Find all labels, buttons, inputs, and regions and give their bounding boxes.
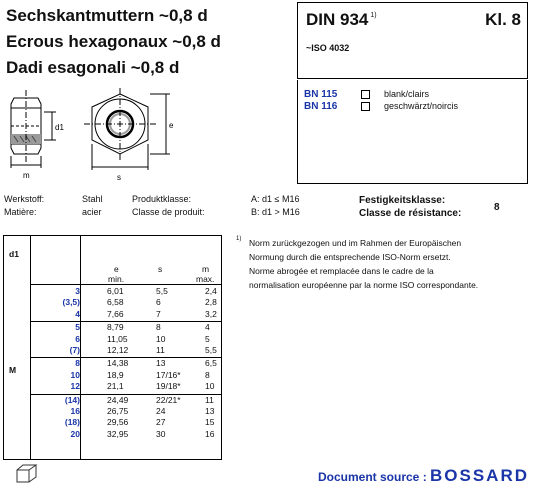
hex-nut-drawing xyxy=(0,88,200,183)
footnote-mark: 1) xyxy=(236,236,242,242)
group-divider xyxy=(30,321,221,322)
strength-value: 8 xyxy=(494,202,500,213)
nut-side-view-icon xyxy=(11,90,56,168)
bossard-logo: BOSSARD xyxy=(430,466,530,485)
nut-top-view-icon xyxy=(84,88,170,170)
table-cell: 2,4 xyxy=(205,286,217,296)
table-cell: 13 xyxy=(205,406,215,416)
column-subheader-m: max. xyxy=(196,274,215,284)
dim-s-label: s xyxy=(117,173,121,182)
table-cell: 15 xyxy=(205,417,215,428)
strength-label-de: Festigkeitsklasse: xyxy=(359,195,446,206)
dim-d1-label: d1 xyxy=(55,123,64,132)
footnote-line: Norme abrogée et remplacée dans le cadre de la xyxy=(249,266,434,276)
checkbox-icon xyxy=(361,102,370,111)
strength-label-fr: Classe de résistance: xyxy=(359,208,462,219)
footnote-line: Normung durch die entsprechende ISO-Norm ersetzt. xyxy=(249,252,451,262)
strength-class-label: Kl. 8 xyxy=(485,10,521,29)
thread-size-cell: 4 xyxy=(75,308,80,319)
table-cell: 18,9 xyxy=(107,369,124,380)
table-cell: 6 xyxy=(156,297,161,308)
table-cell: 2,8 xyxy=(205,297,217,308)
table-cell: 11 xyxy=(205,394,214,405)
thread-size-cell: 12 xyxy=(70,381,80,392)
material-label-fr: Matière: xyxy=(4,207,37,217)
title-it: Dadi esagonali ~0,8 d xyxy=(6,58,180,77)
table-cell: 13 xyxy=(156,358,166,369)
material-value-de: Stahl xyxy=(82,194,103,204)
column-header-m: m xyxy=(202,264,210,274)
title-de: Sechskantmuttern ~0,8 d xyxy=(6,6,208,25)
material-value-fr: acier xyxy=(82,207,102,217)
column-subheader-e: min. xyxy=(108,274,125,284)
din-footnote-mark: 1) xyxy=(370,12,377,19)
iso-equivalent: ~ISO 4032 xyxy=(306,43,350,53)
product-class-label-fr: Classe de produit: xyxy=(132,207,205,217)
standard-box xyxy=(297,2,528,79)
table-cell: 6,58 xyxy=(107,297,124,308)
thread-size-cell: 20 xyxy=(70,428,80,439)
thread-size-cell: 8 xyxy=(75,358,80,369)
table-cell: 21,1 xyxy=(107,381,124,392)
d1-column-header: d1 xyxy=(9,249,19,259)
product-class-a: A: d1 ≤ M16 xyxy=(251,194,300,204)
table-cell: 5,5 xyxy=(156,286,168,296)
din-number: DIN 934 $^{1)}$ xyxy=(306,10,377,29)
column-header-e: e xyxy=(114,264,119,274)
table-cell: 10 xyxy=(205,381,215,392)
table-cell: 32,95 xyxy=(107,428,129,439)
package-icon xyxy=(14,462,44,484)
finish-box xyxy=(297,80,528,184)
table-cell: 8 xyxy=(205,369,210,380)
table-cell: 27 xyxy=(156,417,166,428)
table-cell: 11 xyxy=(156,345,165,355)
table-cell: 6,5 xyxy=(205,358,217,369)
thread-size-cell: 5 xyxy=(75,322,80,333)
table-cell: 4 xyxy=(205,322,210,333)
column-header-s: s xyxy=(158,264,163,274)
table-cell: 7 xyxy=(156,308,161,319)
table-cell: 8 xyxy=(156,322,161,333)
product-class-b: B: d1 > M16 xyxy=(251,207,300,217)
table-cell: 24,49 xyxy=(107,394,129,405)
title-fr: Ecrous hexagonaux ~0,8 d xyxy=(6,32,221,51)
bn-115-finish: blank/clairs xyxy=(384,89,430,99)
metric-prefix: M xyxy=(9,365,17,375)
thread-size-cell: 6 xyxy=(75,333,80,344)
document-source-label: Document source : xyxy=(318,470,427,484)
table-cell: 6,01 xyxy=(107,286,124,296)
thread-size-cell: (3,5) xyxy=(62,297,80,308)
table-cell: 30 xyxy=(156,428,166,439)
footnote-line: Norm zurückgezogen und im Rahmen der Europäischen xyxy=(249,238,462,248)
table-cell: 16 xyxy=(205,428,215,439)
product-class-label-de: Produktklasse: xyxy=(132,194,192,204)
table-cell: 26,75 xyxy=(107,406,129,416)
bn-116-code: BN 116 xyxy=(304,101,338,112)
table-cell: 10 xyxy=(156,333,166,344)
table-cell: 22/21* xyxy=(156,394,181,405)
dim-m-label: m xyxy=(23,171,30,180)
material-label-de: Werkstoff: xyxy=(4,194,45,204)
table-cell: 24 xyxy=(156,406,166,416)
thread-size-cell: 10 xyxy=(70,369,80,380)
table-cell: 29,56 xyxy=(107,417,129,428)
thread-size-cell: (7) xyxy=(69,345,80,355)
table-cell: 14,38 xyxy=(107,358,129,369)
table-cell: 3,2 xyxy=(205,308,217,319)
dimension-table xyxy=(3,235,222,460)
table-cell: 5,5 xyxy=(205,345,217,355)
table-cell: 11,05 xyxy=(107,333,128,344)
table-cell: 17/16* xyxy=(156,369,181,380)
table-cell: 5 xyxy=(205,333,210,344)
bn-116-finish: geschwärzt/noircis xyxy=(384,101,459,111)
table-cell: 12,12 xyxy=(107,345,129,355)
thread-size-cell: (14) xyxy=(64,394,80,405)
checkbox-icon xyxy=(361,90,370,99)
thread-size-cell: (18) xyxy=(64,417,80,428)
table-cell: 7,66 xyxy=(107,308,124,319)
bn-115-code: BN 115 xyxy=(304,89,338,100)
thread-size-cell: 3 xyxy=(75,286,80,296)
footnote-line: normalisation européenne par la norme ISO correspondante. xyxy=(249,280,479,290)
dim-e-label: e xyxy=(169,121,174,130)
table-cell: 8,79 xyxy=(107,322,124,333)
table-cell: 19/18* xyxy=(156,381,181,392)
thread-size-cell: 16 xyxy=(70,406,80,416)
